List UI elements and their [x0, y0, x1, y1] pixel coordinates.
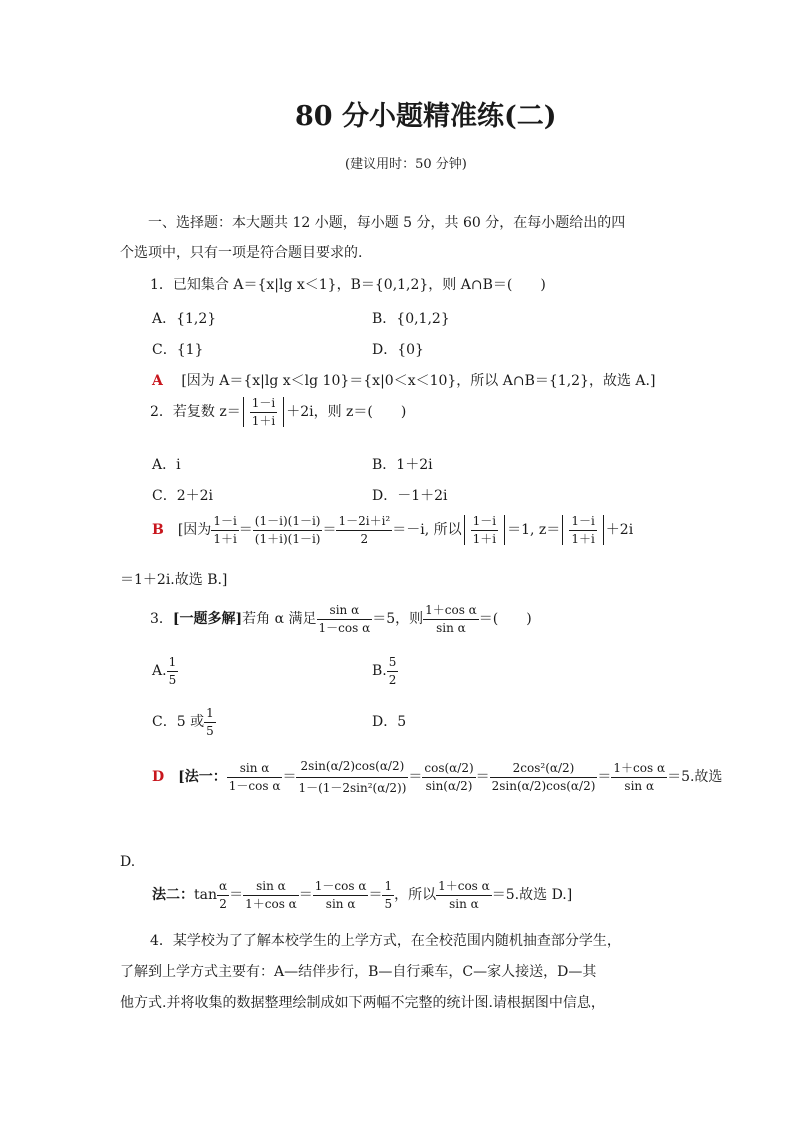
q2-option-b: B．1＋2i: [372, 457, 433, 473]
q3-m1-frac1-num: sin α: [227, 762, 283, 778]
q3-stem: [150, 604, 532, 634]
q3-m1-eq3: ＝: [475, 769, 490, 786]
q3-m2-eq1: ＝: [229, 887, 244, 904]
q3-stem-c: ＝( ): [478, 611, 532, 628]
q3-tag: [一题多解]: [172, 611, 243, 628]
q3-m2-mid: ，所以: [394, 887, 437, 904]
q2-option-a: A．i: [152, 457, 181, 473]
q2-answer: [152, 515, 633, 545]
q2-ans-frac3-num: 1－2i＋i²: [336, 515, 392, 531]
q3-opt-c-label: C．5 或: [152, 714, 205, 731]
q3-frac1-num: sin α: [317, 604, 373, 620]
q1-answer-explanation: [因为 A＝{x|lg x＜lg 10}＝{x|0＜x＜10}，所以 A∩B＝{1,2}，故选 A.]: [181, 373, 656, 389]
q4-line3: 他方式.并将收集的数据整理绘制成如下两幅不完整的统计图.请根据图中信息，: [120, 995, 605, 1011]
q3-answer-method1: [152, 760, 722, 794]
q3-m2-half-den: 2: [219, 896, 227, 911]
q3-m1-eq4: ＝: [597, 769, 612, 786]
q2-answer-prefix: [因为: [177, 522, 212, 539]
q2-ans-frac4-num: 1－i: [471, 515, 498, 531]
q3-option-b: [372, 656, 398, 686]
q2-ans-frac3-den: 2: [360, 531, 369, 546]
q2-ans-frac5-num: 1－i: [569, 515, 596, 531]
q2-frac-numerator: 1－i: [250, 397, 277, 413]
q3-m2-frac1-den: 1＋cos α: [245, 896, 297, 911]
q3-option-d: D．5: [372, 714, 407, 730]
q3-m2-frac1-num: sin α: [243, 880, 299, 896]
q3-answer-letter: D: [152, 769, 165, 786]
q3-m2-frac3-num: 1: [382, 880, 394, 896]
q3-m1-frac2: [296, 760, 408, 794]
q2-ans-abs2: [562, 515, 603, 545]
q3-m1-frac3-den: sin(α/2): [425, 778, 473, 793]
q3-frac1-den: 1－cos α: [318, 620, 371, 635]
q1-answer-letter: A: [152, 373, 163, 389]
q2-answer-line2: ＝1＋2i.故选 B.]: [120, 572, 228, 588]
q2-option-c: C．2＋2i: [152, 488, 214, 504]
section-heading-line1: 一、选择题：本大题共 12 小题，每小题 5 分，共 60 分，在每小题给出的四: [148, 215, 626, 231]
q3-m1-frac4-num: 2cos²(α/2): [490, 762, 598, 778]
section-heading-line2: 个选项中，只有一项是符合题目要求的.: [120, 245, 363, 261]
q2-ans-frac1-den: 1＋i: [213, 531, 237, 546]
q3-m1-frac5-num: 1＋cos α: [611, 762, 667, 778]
q3-opt-c-num: 1: [204, 707, 216, 723]
q2-ans-mid: ＝－i, 所以: [392, 522, 462, 539]
q3-m1-frac4-den: 2sin(α/2)cos(α/2): [491, 778, 596, 793]
q2-stem: [150, 397, 406, 427]
q3-m2-eq3: ＝: [368, 887, 383, 904]
q3-opt-b-label: B.: [372, 663, 387, 680]
q2-ans-frac4-den: 1＋i: [472, 531, 497, 546]
q3-m1-tail: ＝5.故选: [667, 769, 723, 786]
q3-m2-frac2-num: 1－cos α: [313, 880, 369, 896]
q3-method1-continuation: D.: [120, 854, 136, 870]
q2-ans-frac5-den: 1＋i: [571, 531, 595, 546]
q3-frac2-num: 1＋cos α: [423, 604, 479, 620]
q1-option-c: C．{1}: [152, 342, 204, 358]
q3-opt-a-label: A.: [152, 663, 167, 680]
q3-m2-frac3-den: 5: [384, 896, 393, 911]
q2-frac-denominator: 1＋i: [251, 413, 276, 428]
q3-m2-tail: ＝5.故选 D.]: [491, 887, 573, 904]
q3-answer-method2: [152, 880, 572, 910]
q3-method2-label: 法二：: [152, 887, 194, 904]
q2-stem-prefix: 2．若复数 z＝: [150, 404, 241, 421]
q3-stem-a: 若角 α 满足: [242, 611, 317, 628]
q1-option-d: D．{0}: [372, 342, 424, 358]
q4-line2: 了解到上学方式主要有：A—结伴步行，B—自行乘车，C—家人接送，D—其: [120, 964, 597, 980]
q3-opt-b-num: 5: [387, 656, 399, 672]
q1-stem: 1．已知集合 A＝{x|lg x＜1}，B＝{0,1,2}，则 A∩B＝( ): [150, 277, 546, 293]
q3-m2-tan: tan: [194, 887, 217, 904]
q2-ans-mid2: ＝1, z＝: [507, 522, 561, 539]
q2-ans-frac2-num: (1－i)(1－i): [253, 515, 323, 531]
q2-ans-frac1-num: 1－i: [211, 515, 238, 531]
q3-opt-b-den: 2: [388, 672, 397, 687]
q3-option-a: [152, 656, 178, 686]
q2-stem-suffix: ＋2i，则 z＝( ): [286, 404, 407, 421]
q3-number: 3．: [150, 611, 173, 628]
q2-option-d: D．－1＋2i: [372, 488, 448, 504]
page-title: 80 分小题精准练(二): [295, 101, 557, 132]
q1-option-b: B．{0,1,2}: [372, 311, 450, 327]
q1-option-a: A．{1,2}: [152, 311, 217, 327]
q3-m1-frac5-den: sin α: [624, 778, 655, 793]
q3-m1-frac2-num: 2sin(α/2)cos(α/2): [296, 760, 408, 778]
q3-m2-frac4-num: 1＋cos α: [436, 880, 492, 896]
q3-m2-eq2: ＝: [298, 887, 313, 904]
q2-answer-letter: B: [152, 522, 164, 539]
q2-ans-eq1: ＝: [238, 522, 253, 539]
q2-ans-tail: ＋2i: [605, 522, 634, 539]
q3-frac2-den: sin α: [436, 620, 466, 635]
q2-abs-value: [243, 397, 284, 427]
q3-m1-frac2-den: 1－(1－2sin²(α/2)): [298, 780, 407, 795]
q3-m1-frac3-num: cos(α/2): [422, 762, 475, 778]
suggested-time: (建议用时：50 分钟): [345, 157, 467, 172]
q3-opt-a-den: 5: [168, 672, 177, 687]
q1-answer: [152, 374, 655, 388]
q2-ans-abs1: [464, 515, 505, 545]
q3-m2-frac4-den: sin α: [449, 896, 479, 911]
q3-option-c: [152, 707, 216, 737]
q3-method1-label: [法一：: [178, 769, 227, 786]
q3-m1-frac1-den: 1－cos α: [228, 778, 281, 793]
q3-m1-eq2: ＝: [408, 769, 423, 786]
q3-m2-half-num: α: [217, 880, 229, 896]
q2-ans-eq2: ＝: [322, 522, 337, 539]
q3-opt-a-num: 1: [167, 656, 179, 672]
q4-line1: 4．某学校为了了解本校学生的上学方式，在全校范围内随机抽查部分学生，: [150, 933, 621, 949]
q3-stem-b: ＝5，则: [372, 611, 424, 628]
q3-opt-c-den: 5: [206, 723, 214, 738]
q3-m2-frac2-den: sin α: [325, 896, 356, 911]
q2-ans-frac2-den: (1＋i)(1－i): [254, 531, 321, 546]
q3-m1-eq1: ＝: [282, 769, 297, 786]
